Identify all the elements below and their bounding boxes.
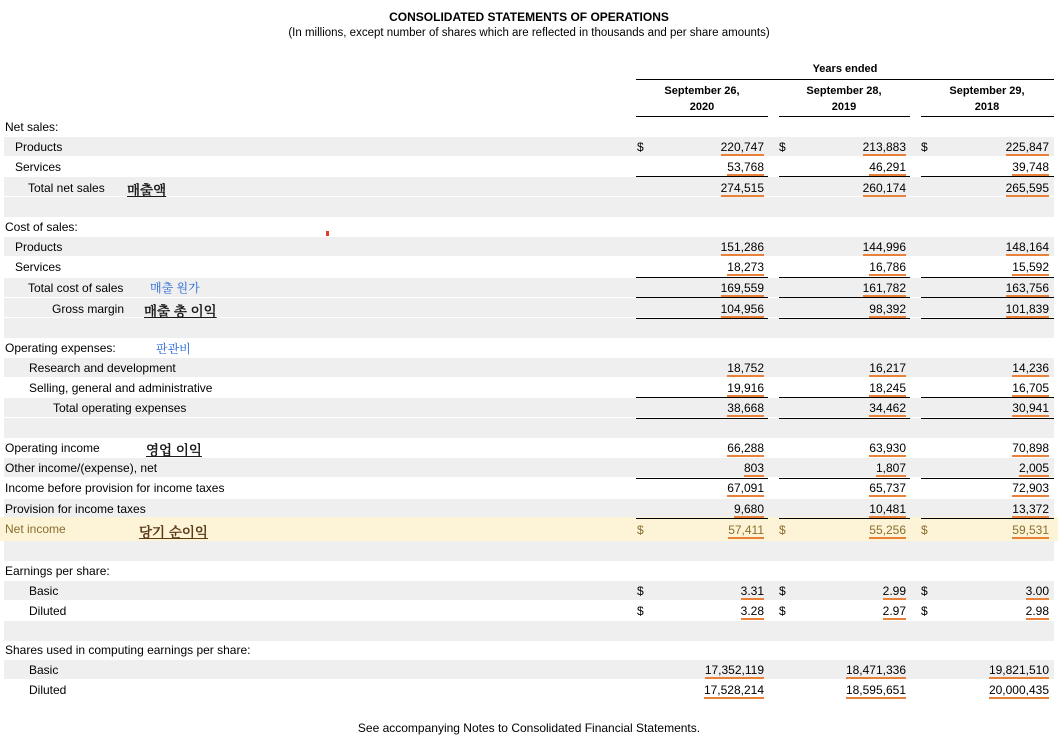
cell-value: 2.99: [882, 584, 906, 598]
total-rule: [779, 518, 910, 519]
total-rule: [779, 478, 910, 479]
annotation-cost-of-sales: 매출 원가: [150, 281, 200, 295]
row-label: Income before provision for income taxes: [5, 481, 225, 495]
annotation-sga: 판관비: [156, 342, 191, 356]
total-rule: [921, 478, 1054, 479]
cell-value: 151,286: [720, 240, 764, 254]
row-band: [4, 197, 1054, 217]
cell-value: 65,737: [869, 481, 906, 495]
cell-value: 98,392: [869, 302, 906, 316]
row-label: Operating income: [5, 441, 100, 455]
cell-value: 148,164: [1005, 240, 1049, 254]
total-rule: [779, 277, 910, 278]
row-label: Basic: [29, 663, 59, 677]
row-label: Total operating expenses: [53, 401, 187, 415]
cell-value: 38,668: [727, 401, 764, 415]
currency-symbol: $: [779, 604, 786, 618]
column-rule: [921, 116, 1054, 117]
currency-symbol: $: [637, 140, 644, 154]
red-mark: [326, 231, 329, 236]
currency-symbol: $: [779, 584, 786, 598]
currency-symbol: $: [637, 584, 644, 598]
cell-value: 3.31: [740, 584, 764, 598]
annotation-operating-income: 영업 이익: [146, 443, 202, 458]
row-label: Provision for income taxes: [5, 502, 146, 516]
cell-value: 18,471,336: [845, 663, 906, 677]
row-label: Products: [15, 140, 63, 154]
cell-value: 16,786: [869, 260, 906, 274]
total-rule: [921, 418, 1054, 419]
row-band: [4, 541, 1054, 561]
cell-value: 70,898: [1012, 441, 1049, 455]
cell-value: 18,245: [869, 381, 906, 395]
cell-value: 14,236: [1012, 361, 1049, 375]
row-label: Diluted: [29, 683, 67, 697]
cell-value: 30,941: [1012, 401, 1049, 415]
total-rule: [779, 318, 910, 319]
row-label: Diluted: [29, 604, 67, 618]
total-rule: [921, 277, 1054, 278]
column-header-year: 2020: [689, 101, 715, 113]
cell-value: 20,000,435: [988, 683, 1049, 697]
cell-value: 3.00: [1025, 584, 1049, 598]
currency-symbol: $: [921, 604, 928, 618]
annotation-net-sales: 매출액: [127, 183, 167, 198]
row-band: [4, 318, 1054, 338]
column-header-date: September 26,: [664, 85, 740, 97]
row-label: Research and development: [29, 361, 176, 375]
column-header-2018: [927, 83, 1047, 115]
cell-value: 46,291: [869, 160, 906, 174]
currency-symbol: $: [637, 604, 644, 618]
total-rule: [779, 297, 910, 298]
total-rule: [921, 397, 1054, 398]
row-label: Services: [15, 160, 62, 174]
total-rule: [636, 297, 768, 298]
currency-symbol: $: [921, 523, 928, 537]
cell-value: 19,821,510: [988, 663, 1049, 677]
cell-value: 67,091: [727, 481, 764, 495]
column-rule: [779, 116, 910, 117]
cell-value: 57,411: [728, 523, 764, 537]
annotation-gross-margin: 매출 총 이익: [144, 304, 217, 319]
cell-value: 169,559: [720, 281, 764, 295]
cell-value: 59,531: [1012, 523, 1049, 537]
cell-value: 260,174: [862, 181, 906, 195]
cell-value: 18,752: [727, 361, 764, 375]
cell-value: 17,352,119: [704, 663, 764, 677]
page-title: CONSOLIDATED STATEMENTS OF OPERATIONS: [389, 10, 669, 24]
cell-value: 220,747: [720, 140, 764, 154]
total-rule: [636, 418, 768, 419]
cell-value: 1,807: [875, 461, 906, 475]
cell-value: 17,528,214: [703, 683, 764, 697]
currency-symbol: $: [779, 140, 786, 154]
section-operating-expenses: Operating expenses:: [5, 341, 116, 355]
cell-value: 9,680: [733, 502, 764, 516]
cell-value: 18,595,651: [845, 683, 906, 697]
cell-value: 144,996: [862, 240, 906, 254]
cell-value: 274,515: [720, 181, 764, 195]
column-header-year: 2019: [831, 101, 857, 113]
column-header-year: 2018: [974, 101, 1000, 113]
row-label: Basic: [29, 584, 59, 598]
column-rule: [636, 116, 768, 117]
cell-value: 104,956: [720, 302, 764, 316]
cell-value: 53,768: [727, 160, 764, 174]
cell-value: 803: [743, 461, 764, 475]
total-rule: [636, 397, 768, 398]
row-label: Other income/(expense), net: [5, 461, 158, 475]
currency-symbol: $: [779, 523, 786, 537]
total-rule: [779, 176, 910, 177]
cell-value: 213,883: [862, 140, 906, 154]
column-header-date: September 29,: [949, 85, 1025, 97]
section-eps: Earnings per share:: [5, 564, 110, 578]
total-rule: [779, 397, 910, 398]
cell-value: 16,705: [1012, 381, 1049, 395]
total-rule: [921, 176, 1054, 177]
cell-value: 19,916: [727, 381, 764, 395]
cell-value: 18,273: [727, 260, 764, 274]
row-label: Net income: [5, 522, 66, 536]
cell-value: 2,005: [1018, 461, 1049, 475]
column-header-2019: [784, 83, 904, 115]
row-label: Selling, general and administrative: [29, 381, 213, 395]
cell-value: 2.98: [1025, 604, 1049, 618]
total-rule: [636, 318, 768, 319]
footer-note: See accompanying Notes to Consolidated Financial Statements.: [357, 721, 701, 735]
total-rule: [921, 297, 1054, 298]
total-rule: [921, 318, 1054, 319]
section-shares: Shares used in computing earnings per share:: [5, 643, 251, 657]
row-label: Services: [15, 260, 62, 274]
annotation-net-income: 당기 순이익: [139, 525, 208, 540]
total-rule: [779, 418, 910, 419]
cell-value: 63,930: [869, 441, 906, 455]
cell-value: 101,839: [1005, 302, 1049, 316]
cell-value: 2.97: [882, 604, 906, 618]
cell-value: 265,595: [1005, 181, 1049, 195]
row-band: [4, 621, 1054, 641]
row-label: Total cost of sales: [28, 281, 124, 295]
cell-value: 16,217: [869, 361, 906, 375]
row-label: Products: [15, 240, 63, 254]
section-cost-of-sales: Cost of sales:: [5, 220, 78, 234]
row-label: Gross margin: [52, 302, 125, 316]
cell-value: 72,903: [1012, 481, 1049, 495]
page-subtitle: (In millions, except number of shares which are reflected in thousands and per share amounts): [288, 27, 770, 39]
years-ended-header: Years ended: [812, 63, 878, 75]
cell-value: 55,256: [869, 523, 906, 537]
total-rule: [636, 518, 768, 519]
cell-value: 225,847: [1005, 140, 1049, 154]
column-header-2020: [642, 83, 762, 115]
cell-value: 3.28: [740, 604, 764, 618]
currency-symbol: $: [637, 523, 644, 537]
total-rule: [636, 277, 768, 278]
cell-value: 13,372: [1012, 502, 1049, 516]
row-label: Total net sales: [28, 181, 105, 195]
total-rule: [636, 176, 768, 177]
total-rule: [636, 478, 768, 479]
row-band: [4, 418, 1054, 438]
cell-value: 39,748: [1012, 160, 1049, 174]
cell-value: 34,462: [869, 401, 906, 415]
total-rule: [921, 518, 1054, 519]
years-ended-rule: [636, 79, 1054, 80]
column-header-date: September 28,: [806, 85, 882, 97]
cell-value: 10,481: [869, 502, 906, 516]
currency-symbol: $: [921, 140, 928, 154]
cell-value: 66,288: [727, 441, 764, 455]
section-net-sales: Net sales:: [5, 120, 59, 134]
cell-value: 163,756: [1005, 281, 1049, 295]
currency-symbol: $: [921, 584, 928, 598]
cell-value: 161,782: [862, 281, 906, 295]
cell-value: 15,592: [1012, 260, 1049, 274]
